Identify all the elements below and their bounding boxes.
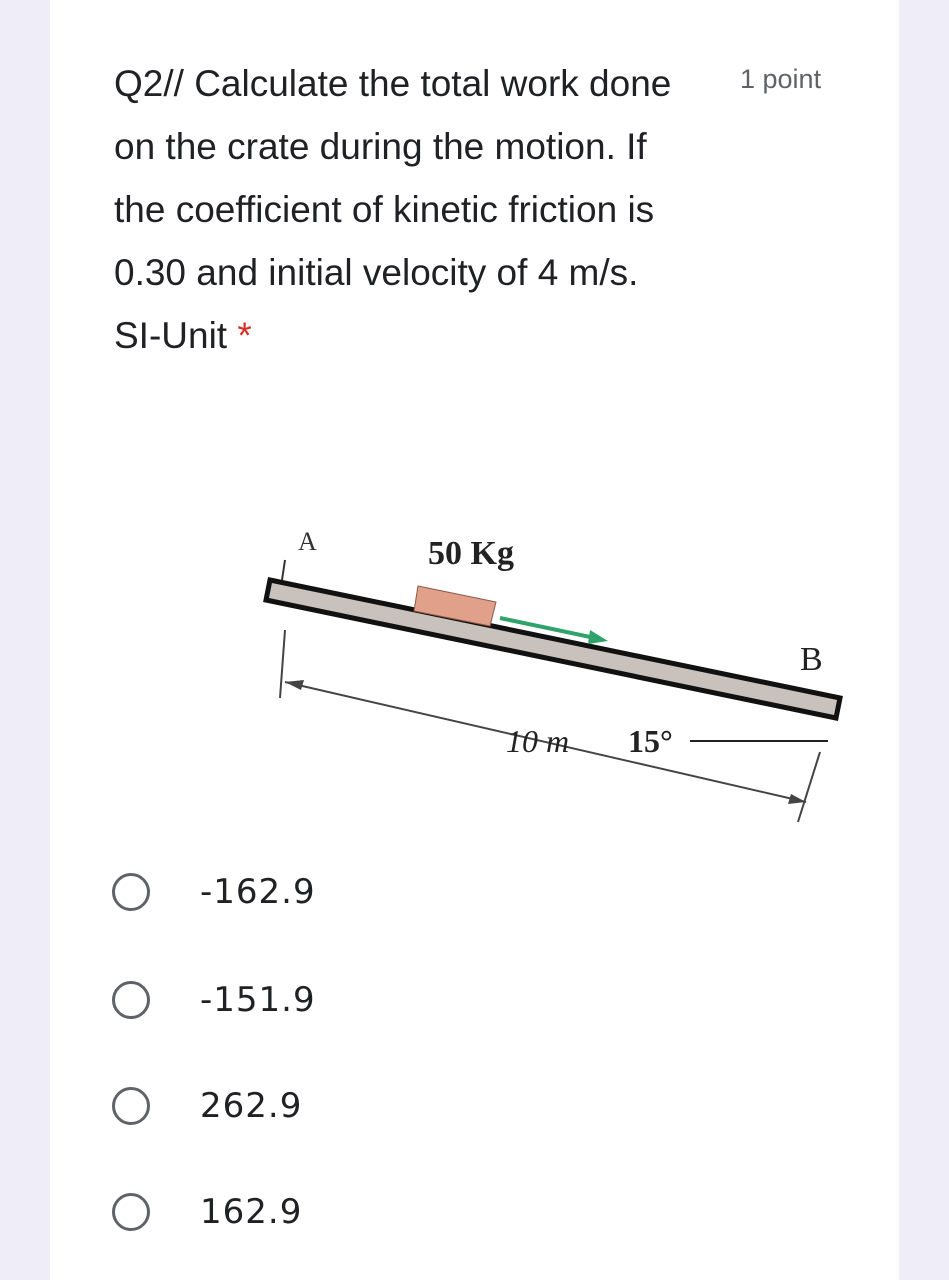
point-b-label: B	[800, 641, 823, 678]
option-3[interactable]	[112, 1076, 512, 1136]
radio-button-icon[interactable]	[112, 1087, 150, 1125]
dimension-extension-a	[280, 630, 285, 698]
dimension-extension-b	[798, 752, 820, 822]
incline-diagram	[200, 520, 860, 840]
option-label: -151.9	[200, 980, 316, 1020]
question-text	[114, 52, 674, 367]
points-label: 1 point	[740, 64, 822, 94]
option-label: -162.9	[200, 872, 316, 912]
question-title: Q2// Calculate the total work done on the crate during the motion. If the coefficient of kinetic friction is 0.30 and initial velocity of 4 m/s. SI-Unit	[114, 63, 672, 356]
length-label: 10 m	[506, 723, 570, 759]
mass-label: 50 Kg	[428, 535, 514, 572]
question-card	[50, 0, 899, 1280]
angle-label: 15°	[628, 723, 673, 759]
radio-button-icon[interactable]	[112, 981, 150, 1019]
option-4[interactable]	[112, 1182, 512, 1242]
radio-button-icon[interactable]	[112, 873, 150, 911]
post-a	[282, 560, 285, 580]
option-2[interactable]	[112, 970, 512, 1030]
velocity-arrowhead	[588, 630, 608, 644]
radio-button-icon[interactable]	[112, 1193, 150, 1231]
option-label: 262.9	[200, 1086, 303, 1126]
required-asterisk: *	[237, 315, 252, 356]
dimension-arrow-left	[285, 680, 304, 690]
option-1[interactable]	[112, 862, 512, 922]
point-a-label: A	[298, 527, 317, 556]
option-label: 162.9	[200, 1192, 303, 1232]
